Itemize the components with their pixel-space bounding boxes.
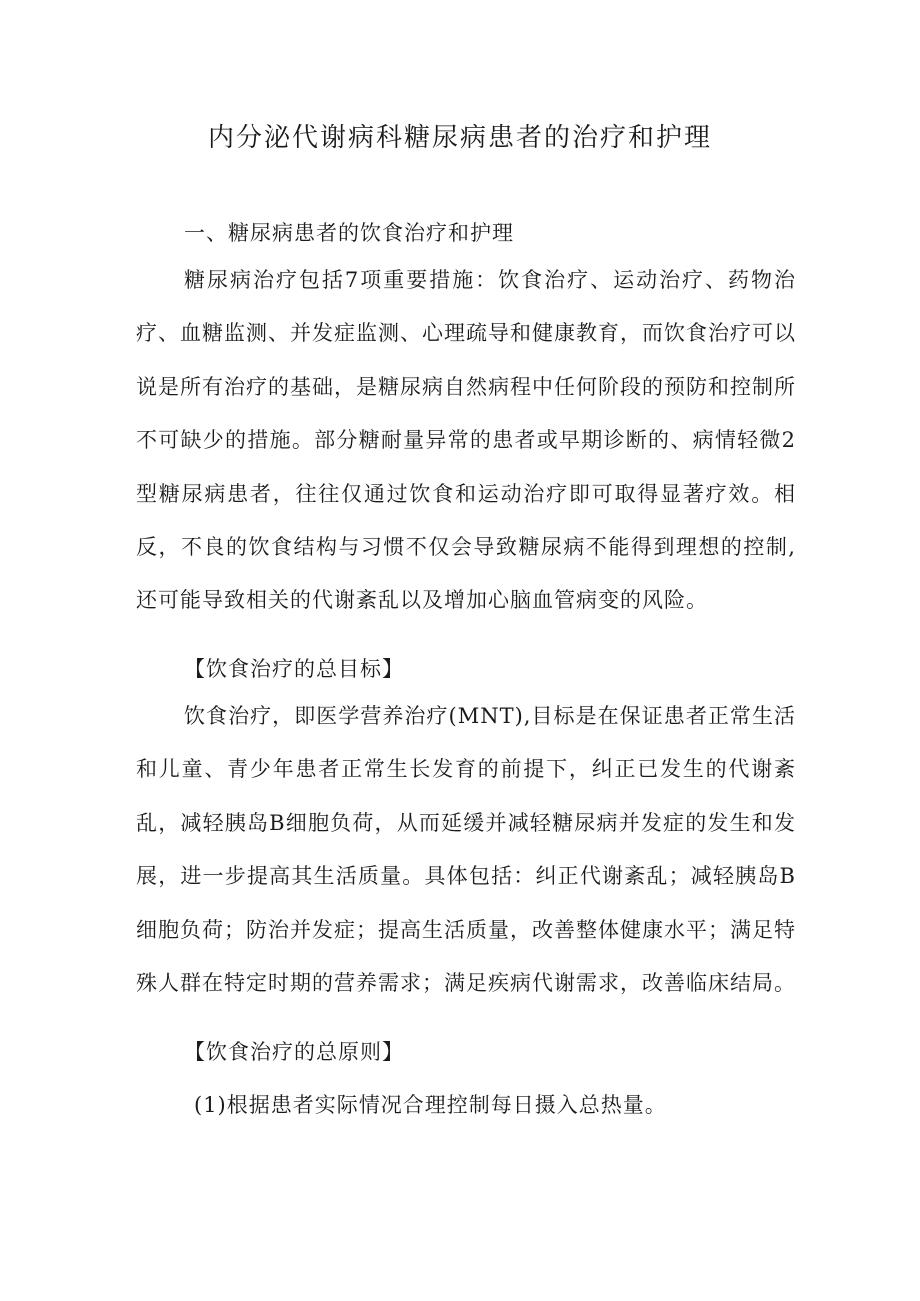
subheading-diet-goal: 【饮食治疗的总目标】 — [184, 657, 404, 681]
list-item-principle-1: (1)根据患者实际情况合理控制每日摄入总热量。 — [194, 1093, 667, 1117]
section-heading-diet-therapy: 一、糖尿病患者的饮食治疗和护理 — [184, 221, 514, 245]
paragraph-treatment-measures: 糖尿病治疗包括7项重要措施：饮食治疗、运动治疗、药物治疗、血糖监测、并发症监测、心理疏导和健康教育，而饮食治疗可以说是所有治疗的基础，是糖尿病自然病程中任何阶段的预防和控制所不可缺少的措施。部分糖耐量异常的患者或早期诊断的、病情轻微2型糖尿病患者，往往仅通过饮食和运动治疗即可取得显著疗效。相反，不良的饮食结构与习惯不仅会导致糖尿病不能得到理想的控制,还可能导致相关的代谢紊乱以及增加心脑血管病变的风险。 — [136, 268, 796, 613]
document-title: 内分泌代谢病科糖尿病患者的治疗和护理 — [207, 123, 712, 153]
paragraph-diet-goal: 饮食治疗，即医学营养治疗(MNT),目标是在保证患者正常生活和儿童、青少年患者正常生长发育的前提下，纠正已发生的代谢紊乱，减轻胰岛B细胞负荷，从而延缓并减轻糖尿病并发症的发生和发展，进一步提高其生活质量。具体包括：纠正代谢紊乱；减轻胰岛B细胞负荷；防治并发症；提高生活质量，改善整体健康水平；满足特殊人群在特定时期的营养需求；满足疾病代谢需求，改善临床结局。 — [136, 704, 796, 996]
subheading-diet-principle: 【饮食治疗的总原则】 — [184, 1040, 404, 1064]
